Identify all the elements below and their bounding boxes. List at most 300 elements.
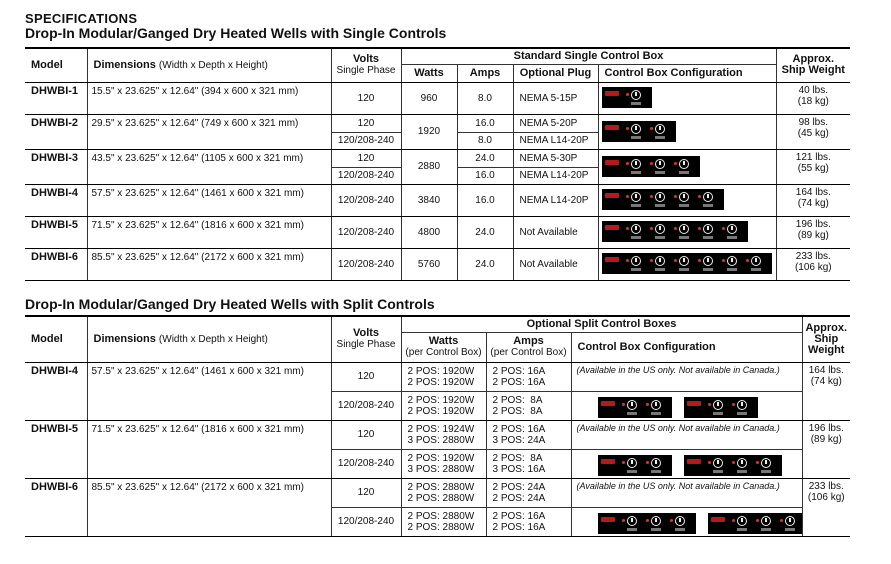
- weight-kg: (89 kg): [797, 229, 829, 241]
- amps-value: [486, 507, 571, 536]
- control-box: [708, 513, 803, 534]
- amps-line: 3 POS: 24A: [492, 434, 546, 446]
- control-box-tag: [605, 125, 619, 130]
- split-controls-title: Drop-In Modular/Ganged Dry Heated Wells with Split Controls: [25, 296, 435, 312]
- control-box-image: [601, 252, 774, 276]
- control-box-pair: [574, 394, 800, 418]
- col-amps: Amps: [457, 64, 513, 82]
- control-box-tag: [605, 91, 619, 96]
- indicator-light: [670, 519, 673, 522]
- plug-value: NEMA L14-20P: [513, 132, 598, 149]
- ship-weight: [776, 114, 850, 149]
- col-config: Control Box Configuration: [598, 64, 776, 82]
- amps-value: 24.0: [457, 248, 513, 280]
- indicator-light: [622, 461, 625, 464]
- knob-label: [751, 268, 761, 271]
- watts-value: [401, 391, 486, 420]
- dimensions-value: 85.5" x 23.625" x 12.64" (2172 x 600 x 321 mm): [87, 478, 331, 536]
- indicator-light: [708, 461, 711, 464]
- thermostat-knob-icon: [751, 256, 761, 266]
- indicator-light: [626, 195, 629, 198]
- split-col-model: Model: [25, 316, 87, 362]
- volts-value: 120/208-240: [331, 132, 401, 149]
- thermostat-knob-icon: [703, 224, 713, 234]
- split-col-config: Control Box Configuration: [571, 332, 802, 362]
- control-box: [598, 513, 696, 534]
- watts-value: [401, 507, 486, 536]
- knob-label: [761, 528, 771, 531]
- watts-value: 960: [401, 82, 457, 114]
- thermostat-knob-icon: [703, 192, 713, 202]
- thermostat-knob-icon: [655, 256, 665, 266]
- model-number: DHWBI-6: [25, 478, 87, 536]
- volts-value: 120/208-240: [331, 507, 401, 536]
- control-box-image: [601, 220, 774, 244]
- control-box-tag: [601, 401, 615, 406]
- thermostat-knob-icon: [785, 516, 795, 526]
- thermostat-knob-icon: [713, 400, 723, 410]
- thermostat-knob-icon: [651, 516, 661, 526]
- knob-label: [631, 204, 641, 207]
- thermostat-knob-icon: [727, 224, 737, 234]
- control-box-configuration: [571, 507, 802, 536]
- thermostat-knob-icon: [679, 224, 689, 234]
- knob-label: [703, 204, 713, 207]
- indicator-light: [756, 461, 759, 464]
- control-box-tag: [687, 401, 701, 406]
- amps-line: 2 POS: 24A: [492, 492, 546, 504]
- indicator-light: [732, 461, 735, 464]
- watts-line: 2 POS: 1920W: [407, 365, 475, 377]
- volts-value: 120: [331, 420, 401, 449]
- dimensions-value: 57.5" x 23.625" x 12.64" (1461 x 600 x 321 mm): [87, 362, 331, 420]
- weight-kg: (45 kg): [797, 127, 829, 139]
- weight-lbs: 121 lbs.: [795, 151, 831, 163]
- indicator-light: [626, 162, 629, 165]
- split-col-dimensions: Dimensions (Width x Depth x Height): [87, 316, 331, 362]
- knob-label: [703, 236, 713, 239]
- knob-label: [679, 268, 689, 271]
- model-number: DHWBI-5: [25, 420, 87, 478]
- knob-label: [627, 470, 637, 473]
- control-box-tag: [687, 459, 701, 464]
- model-number: DHWBI-5: [25, 216, 87, 248]
- thermostat-knob-icon: [631, 159, 641, 169]
- indicator-light: [698, 259, 701, 262]
- indicator-light: [626, 259, 629, 262]
- amps-line: 2 POS: 16A: [492, 423, 546, 435]
- amps-value: 16.0: [457, 167, 513, 184]
- amps-value: 24.0: [457, 216, 513, 248]
- knob-label: [651, 528, 661, 531]
- weight-kg: (74 kg): [810, 375, 842, 387]
- ship-weight: [776, 82, 850, 114]
- volts-value: 120: [331, 478, 401, 507]
- volts-value: 120/208-240: [331, 216, 401, 248]
- knob-label: [651, 412, 661, 415]
- amps-line: 2 POS: 24A: [492, 481, 546, 493]
- control-box-tag: [605, 193, 619, 198]
- plug-value: NEMA 5-15P: [513, 82, 598, 114]
- knob-label: [655, 236, 665, 239]
- knob-label: [785, 528, 795, 531]
- knob-label: [631, 236, 641, 239]
- thermostat-knob-icon: [631, 192, 641, 202]
- model-number: DHWBI-3: [25, 149, 87, 184]
- table-row: [25, 362, 850, 391]
- control-box-tag: [605, 225, 619, 230]
- thermostat-knob-icon: [761, 516, 771, 526]
- ship-weight: [802, 420, 850, 478]
- indicator-light: [626, 127, 629, 130]
- dimensions-value: 71.5" x 23.625" x 12.64" (1816 x 600 x 321 mm): [87, 420, 331, 478]
- knob-label: [627, 528, 637, 531]
- table-row: [25, 478, 850, 507]
- amps-line: 2 POS: 16A: [492, 510, 546, 522]
- col-plug: Optional Plug: [513, 64, 598, 82]
- control-box-image: [601, 155, 774, 179]
- thermostat-knob-icon: [655, 224, 665, 234]
- control-box-image: [601, 120, 774, 144]
- indicator-light: [674, 195, 677, 198]
- plug-value: NEMA L14-20P: [513, 167, 598, 184]
- split-col-volts: Volts Single Phase: [331, 316, 401, 362]
- thermostat-knob-icon: [655, 159, 665, 169]
- weight-lbs: 233 lbs.: [808, 480, 844, 492]
- dimensions-value: 29.5" x 23.625" x 12.64" (749 x 600 x 321 mm): [87, 114, 331, 149]
- knob-label: [727, 268, 737, 271]
- knob-label: [679, 171, 689, 174]
- thermostat-knob-icon: [713, 458, 723, 468]
- amps-value: 24.0: [457, 149, 513, 167]
- indicator-light: [746, 259, 749, 262]
- control-box-tag: [605, 257, 619, 262]
- control-box: [684, 455, 782, 476]
- watts-line: 2 POS: 1920W: [407, 376, 475, 388]
- ship-weight: [776, 248, 850, 280]
- amps-value: 8.0: [457, 82, 513, 114]
- thermostat-knob-icon: [679, 159, 689, 169]
- volts-value: 120/208-240: [331, 167, 401, 184]
- volts-value: 120: [331, 114, 401, 132]
- watts-line: 2 POS: 2880W: [407, 481, 475, 493]
- indicator-light: [722, 259, 725, 262]
- indicator-light: [756, 519, 759, 522]
- ship-weight: [776, 149, 850, 184]
- indicator-light: [650, 195, 653, 198]
- weight-lbs: 98 lbs.: [798, 116, 829, 128]
- knob-label: [727, 236, 737, 239]
- control-box-image: [601, 86, 774, 110]
- volts-value: 120/208-240: [331, 184, 401, 216]
- ship-weight: [776, 184, 850, 216]
- thermostat-knob-icon: [679, 192, 689, 202]
- control-box-configuration: [598, 248, 776, 280]
- indicator-light: [722, 227, 725, 230]
- indicator-light: [698, 227, 701, 230]
- dimensions-value: 15.5" x 23.625" x 12.64" (394 x 600 x 321 mm): [87, 82, 331, 114]
- amps-line: 2 POS: 16A: [492, 365, 546, 377]
- split-controls-table: [25, 315, 850, 537]
- weight-lbs: 164 lbs.: [795, 186, 831, 198]
- thermostat-knob-icon: [631, 124, 641, 134]
- knob-label: [655, 171, 665, 174]
- col-model: Model: [25, 48, 87, 82]
- ship-weight: [802, 362, 850, 420]
- table-row: [25, 216, 850, 248]
- indicator-light: [780, 519, 783, 522]
- amps-line: 2 POS: 8A: [492, 405, 543, 417]
- knob-label: [655, 204, 665, 207]
- indicator-light: [732, 519, 735, 522]
- amps-line: 2 POS: 8A: [492, 452, 543, 464]
- thermostat-knob-icon: [627, 400, 637, 410]
- control-box: [602, 221, 748, 242]
- indicator-light: [646, 519, 649, 522]
- thermostat-knob-icon: [627, 458, 637, 468]
- volts-value: 120: [331, 82, 401, 114]
- split-col-group: Optional Split Control Boxes: [401, 316, 802, 332]
- indicator-light: [626, 227, 629, 230]
- watts-line: 2 POS: 2880W: [407, 492, 475, 504]
- control-box-image: [601, 188, 774, 212]
- knob-label: [651, 470, 661, 473]
- ship-weight: [776, 216, 850, 248]
- thermostat-knob-icon: [737, 400, 747, 410]
- amps-value: 8.0: [457, 132, 513, 149]
- split-col-watts: Watts (per Control Box): [401, 332, 486, 362]
- control-box-configuration: [571, 420, 802, 449]
- watts-line: 3 POS: 2880W: [407, 434, 475, 446]
- thermostat-knob-icon: [679, 256, 689, 266]
- thermostat-knob-icon: [631, 256, 641, 266]
- thermostat-knob-icon: [655, 124, 665, 134]
- control-box: [602, 189, 724, 210]
- thermostat-knob-icon: [737, 458, 747, 468]
- watts-value: 3840: [401, 184, 457, 216]
- knob-label: [679, 236, 689, 239]
- amps-line: 3 POS: 16A: [492, 463, 546, 475]
- indicator-light: [650, 162, 653, 165]
- thermostat-knob-icon: [627, 516, 637, 526]
- knob-label: [713, 470, 723, 473]
- amps-value: 16.0: [457, 114, 513, 132]
- watts-line: 2 POS: 1920W: [407, 405, 475, 417]
- knob-label: [655, 268, 665, 271]
- col-dimensions: Dimensions (Width x Depth x Height): [87, 48, 331, 82]
- watts-line: 2 POS: 1924W: [407, 423, 475, 435]
- col-group-standard: Standard Single Control Box: [401, 48, 776, 64]
- plug-value: Not Available: [513, 248, 598, 280]
- indicator-light: [674, 162, 677, 165]
- table-row: [25, 248, 850, 280]
- indicator-light: [708, 403, 711, 406]
- control-box: [684, 397, 758, 418]
- thermostat-knob-icon: [631, 90, 641, 100]
- plug-value: NEMA L14-20P: [513, 184, 598, 216]
- indicator-light: [650, 227, 653, 230]
- amps-value: [486, 449, 571, 478]
- volts-value: 120/208-240: [331, 449, 401, 478]
- model-number: DHWBI-4: [25, 362, 87, 420]
- thermostat-knob-icon: [727, 256, 737, 266]
- control-box-configuration: [598, 216, 776, 248]
- weight-lbs: 196 lbs.: [808, 422, 844, 434]
- weight-kg: (18 kg): [797, 95, 829, 107]
- indicator-light: [622, 519, 625, 522]
- watts-value: 2880: [401, 149, 457, 184]
- weight-kg: (106 kg): [794, 261, 832, 273]
- control-box-pair: [574, 452, 800, 476]
- control-box-configuration: [598, 184, 776, 216]
- amps-value: [486, 478, 571, 507]
- thermostat-knob-icon: [631, 224, 641, 234]
- watts-value: 5760: [401, 248, 457, 280]
- thermostat-knob-icon: [675, 516, 685, 526]
- watts-value: 1920: [401, 114, 457, 149]
- watts-line: 2 POS: 1920W: [407, 452, 475, 464]
- weight-kg: (55 kg): [797, 162, 829, 174]
- model-number: DHWBI-2: [25, 114, 87, 149]
- watts-line: 3 POS: 2880W: [407, 463, 475, 475]
- control-box-tag: [601, 459, 615, 464]
- amps-line: 2 POS: 16A: [492, 376, 546, 388]
- dimensions-value: 57.5" x 23.625" x 12.64" (1461 x 600 x 321 mm): [87, 184, 331, 216]
- knob-label: [679, 204, 689, 207]
- model-number: DHWBI-1: [25, 82, 87, 114]
- indicator-light: [646, 461, 649, 464]
- single-controls-title: Drop-In Modular/Ganged Dry Heated Wells with Single Controls: [25, 25, 447, 41]
- amps-value: [486, 391, 571, 420]
- table-row: [25, 114, 850, 132]
- table-row: [25, 420, 850, 449]
- thermostat-knob-icon: [761, 458, 771, 468]
- dimensions-value: 85.5" x 23.625" x 12.64" (2172 x 600 x 321 mm): [87, 248, 331, 280]
- knob-label: [713, 412, 723, 415]
- control-box-configuration: [598, 114, 776, 149]
- indicator-light: [698, 195, 701, 198]
- watts-value: 4800: [401, 216, 457, 248]
- split-col-weight: Approx. Ship Weight: [802, 316, 850, 362]
- knob-label: [655, 136, 665, 139]
- control-box: [602, 156, 700, 177]
- control-box: [602, 121, 676, 142]
- plug-value: NEMA 5-20P: [513, 114, 598, 132]
- volts-value: 120: [331, 362, 401, 391]
- control-box-pair: [574, 510, 800, 534]
- indicator-light: [674, 227, 677, 230]
- knob-label: [675, 528, 685, 531]
- indicator-light: [646, 403, 649, 406]
- weight-lbs: 233 lbs.: [795, 250, 831, 262]
- amps-value: [486, 420, 571, 449]
- control-box: [598, 397, 672, 418]
- knob-label: [631, 171, 641, 174]
- single-controls-table: [25, 47, 850, 281]
- knob-label: [761, 470, 771, 473]
- amps-line: 2 POS: 16A: [492, 521, 546, 533]
- control-box-tag: [605, 160, 619, 165]
- col-weight: Approx. Ship Weight: [776, 48, 850, 82]
- thermostat-knob-icon: [651, 400, 661, 410]
- knob-label: [631, 268, 641, 271]
- table-row: [25, 82, 850, 114]
- control-box-configuration: [571, 362, 802, 391]
- thermostat-knob-icon: [737, 516, 747, 526]
- indicator-light: [622, 403, 625, 406]
- weight-kg: (74 kg): [797, 197, 829, 209]
- knob-label: [737, 470, 747, 473]
- thermostat-knob-icon: [655, 192, 665, 202]
- indicator-light: [650, 127, 653, 130]
- knob-label: [631, 102, 641, 105]
- weight-kg: (106 kg): [807, 491, 845, 503]
- dimensions-value: 43.5" x 23.625" x 12.64" (1105 x 600 x 321 mm): [87, 149, 331, 184]
- amps-value: 16.0: [457, 184, 513, 216]
- col-watts: Watts: [401, 64, 457, 82]
- control-box-configuration: [598, 82, 776, 114]
- table-row: [25, 149, 850, 167]
- volts-value: 120/208-240: [331, 248, 401, 280]
- watts-value: [401, 478, 486, 507]
- control-box: [602, 87, 652, 108]
- control-box: [602, 253, 772, 274]
- availability-note: (Available in the US only. Not available in Canada.): [576, 422, 780, 433]
- knob-label: [703, 268, 713, 271]
- weight-lbs: 40 lbs.: [798, 84, 829, 96]
- weight-kg: (89 kg): [810, 433, 842, 445]
- col-volts: Volts Single Phase: [331, 48, 401, 82]
- model-number: DHWBI-6: [25, 248, 87, 280]
- indicator-light: [732, 403, 735, 406]
- ship-weight: [802, 478, 850, 536]
- weight-lbs: 196 lbs.: [795, 218, 831, 230]
- watts-value: [401, 362, 486, 391]
- dimensions-value: 71.5" x 23.625" x 12.64" (1816 x 600 x 321 mm): [87, 216, 331, 248]
- weight-lbs: 164 lbs.: [808, 364, 844, 376]
- control-box-configuration: [571, 478, 802, 507]
- thermostat-knob-icon: [651, 458, 661, 468]
- knob-label: [737, 412, 747, 415]
- plug-value: Not Available: [513, 216, 598, 248]
- volts-value: 120/208-240: [331, 391, 401, 420]
- availability-note: (Available in the US only. Not available in Canada.): [576, 364, 780, 375]
- amps-line: 2 POS: 8A: [492, 394, 543, 406]
- specifications-heading: SPECIFICATIONS: [25, 11, 138, 26]
- knob-label: [627, 412, 637, 415]
- indicator-light: [650, 259, 653, 262]
- watts-value: [401, 449, 486, 478]
- watts-line: 2 POS: 1920W: [407, 394, 475, 406]
- indicator-light: [674, 259, 677, 262]
- knob-label: [737, 528, 747, 531]
- indicator-light: [626, 93, 629, 96]
- control-box-tag: [711, 517, 725, 522]
- thermostat-knob-icon: [703, 256, 713, 266]
- availability-note: (Available in the US only. Not available in Canada.): [576, 480, 780, 491]
- knob-label: [631, 136, 641, 139]
- control-box-configuration: [571, 391, 802, 420]
- split-col-amps: Amps (per Control Box): [486, 332, 571, 362]
- table-row: [25, 184, 850, 216]
- amps-value: [486, 362, 571, 391]
- watts-line: 2 POS: 2880W: [407, 510, 475, 522]
- volts-value: 120: [331, 149, 401, 167]
- model-number: DHWBI-4: [25, 184, 87, 216]
- control-box: [598, 455, 672, 476]
- watts-line: 2 POS: 2880W: [407, 521, 475, 533]
- plug-value: NEMA 5-30P: [513, 149, 598, 167]
